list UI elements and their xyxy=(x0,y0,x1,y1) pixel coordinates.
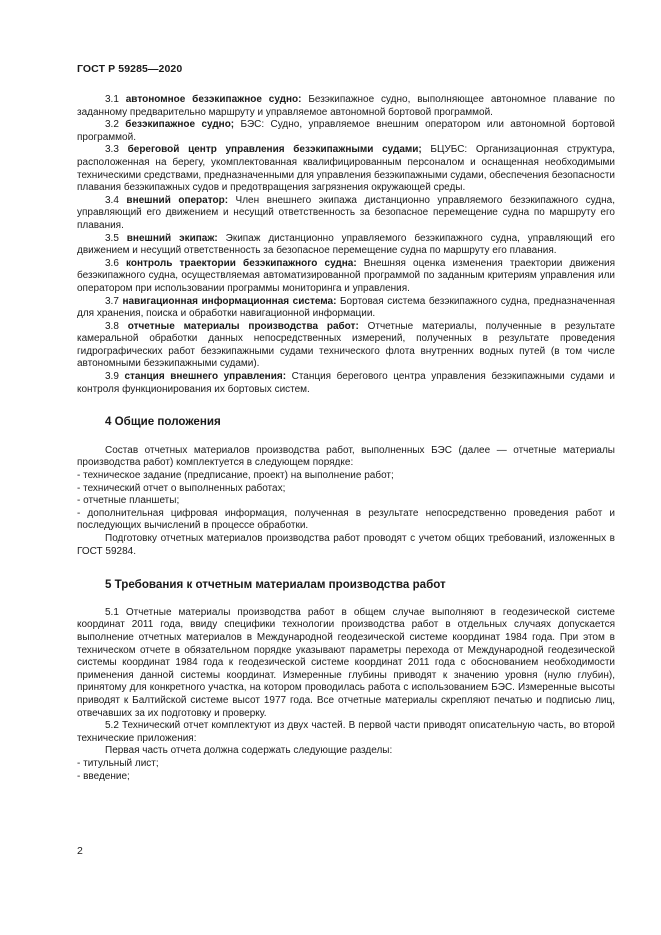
term-name: безэкипажное судно; xyxy=(125,119,235,131)
term-name: береговой центр управления безэкипажными судами; xyxy=(127,144,422,156)
term-text: Отчетные материалы, полученные в результате камеральной обработки данных непосредственных измерений, полученных в результате проведения гидрографических работ безэкипажными судами технического флота внутренних водных путей (в том числе автономными безэкипажными судами). xyxy=(77,320,616,370)
term-number: 3.2 xyxy=(105,119,119,131)
term-text: Внешняя оценка изменения траектории движения безэкипажного судна, осуществляемая автоматизированной программой по заданным критериям управления или оператором при использовании программы мониторинга и управления. xyxy=(77,257,615,294)
term-text: БЦУБС: Организационная структура, расположенная на берегу, укомплектованная квалифицированным персоналом и оснащенная необходимыми техническими средствами, предназначенными для управления безэкипажными судами, обеспечения безопасности плавания безэкипажных судов и предотвращения загрязнения окружающей среды. xyxy=(77,144,616,194)
list-item: - дополнительная цифровая информация, полученная в результате непосредственно проведения работ и последующих вычислений в процессе обработки. xyxy=(77,507,615,532)
section-4-intro: Состав отчетных материалов производства работ, выполненных БЭС (далее — отчетные материалы производства работ) комплектуется в следующем порядке: xyxy=(77,444,615,469)
list-item: - технический отчет о выполненных работах; xyxy=(77,482,286,494)
list-item: - введение; xyxy=(77,770,130,782)
term-text: Член внешнего экипажа дистанционно управляемого безэкипажного судна, управляющий его движением и несущий ответственность за безопасное перемещение судна по маршруту его плавания. xyxy=(77,194,616,231)
term-definition xyxy=(77,321,615,371)
clause-5-2: 5.2 Технический отчет комплектуют из двух частей. В первой части приводят описательную часть, во второй технические приложения: xyxy=(77,720,615,744)
term-name: внешний экипаж: xyxy=(126,232,218,244)
term-number: 3.7 xyxy=(105,295,119,307)
term-number: 3.4 xyxy=(105,194,119,206)
term-number: 3.5 xyxy=(105,232,119,244)
term-number: 3.3 xyxy=(105,144,119,156)
document-body xyxy=(77,94,615,783)
section-5-heading: 5 Требования к отчетным материалам производства работ xyxy=(105,578,446,592)
list-item: - отчетные планшеты; xyxy=(77,495,180,507)
term-name: навигационная информационная система: xyxy=(122,295,337,307)
section-4-heading: 4 Общие положения xyxy=(105,415,221,429)
term-number: 3.9 xyxy=(105,371,119,383)
term-name: внешний оператор: xyxy=(126,194,229,206)
term-number: 3.8 xyxy=(105,320,119,332)
term-definition xyxy=(77,195,615,233)
term-text: БЭС: Судно, управляемое внешним оператором или автономной бортовой программой. xyxy=(77,119,615,143)
section-4-closing: Подготовку отчетных материалов производства работ проводят с учетом общих требований, изложенных в ГОСТ 59284. xyxy=(77,533,615,557)
term-definition xyxy=(77,371,615,396)
term-text: Экипаж дистанционно управляемого безэкипажного судна, управляющий его движением и несущий ответственность за безопасное перемещение судна по маршруту его плавания. xyxy=(77,232,615,257)
list-item: - титульный лист; xyxy=(77,757,159,769)
term-definition xyxy=(77,233,615,258)
term-name: контроль траектории безэкипажного судна: xyxy=(126,257,357,269)
term-text: Бортовая система безэкипажного судна, предназначенная для хранения, поиска и обработки навигационной информации. xyxy=(77,295,615,320)
term-definition xyxy=(77,296,615,321)
clause-5-1: 5.1 Отчетные материалы производства работ в общем случае выполняют в геодезической системе координат 2011 года, ввиду специфики технологии производства работ в отдельных случаях допускается выполнение отчетных материалов в Международной геодезической системе координат 1984 года. При этом в техническом отчете в обязательном порядке указывают параметры перехода от Международной геодезической системы координат 1984 года к геодезической системе координат 2011 года с обоснованием необходимости применения данной системы координат. Измеренные глубины приводят к значению уровня (нулю глубин), принятому для конкретного участка, на котором проводилась работа с использованием БЭС. Измеренные высоты приводят к Балтийской системе высот 1977 года. Все отчетные материалы скрепляют печатью и подписью лиц, отвечавших за их подготовку и проверку. xyxy=(77,606,615,719)
term-number: 3.6 xyxy=(105,257,119,269)
term-definition xyxy=(77,258,615,296)
term-definition xyxy=(77,94,615,119)
term-text: Станция берегового центра управления безэкипажными судами и контроля функционирования их бортовых систем. xyxy=(77,371,615,395)
page-number: 2 xyxy=(77,845,83,857)
term-text: Безэкипажное судно, выполняющее автономное плавание по заданному предварительно маршруту и управляемое автономной бортовой программой. xyxy=(77,94,615,118)
term-name: автономное безэкипажное судно: xyxy=(125,94,302,105)
list-item: - техническое задание (предписание, проект) на выполнение работ; xyxy=(77,470,394,482)
document-header: ГОСТ Р 59285—2020 xyxy=(77,63,183,75)
term-number: 3.1 xyxy=(105,94,119,105)
term-name: отчетные материалы производства работ: xyxy=(127,320,359,332)
term-definition xyxy=(77,144,615,194)
terms-list xyxy=(77,94,615,396)
report-sections-intro: Первая часть отчета должна содержать следующие разделы: xyxy=(105,745,393,757)
term-name: станция внешнего управления: xyxy=(124,371,287,383)
term-definition xyxy=(77,119,615,144)
